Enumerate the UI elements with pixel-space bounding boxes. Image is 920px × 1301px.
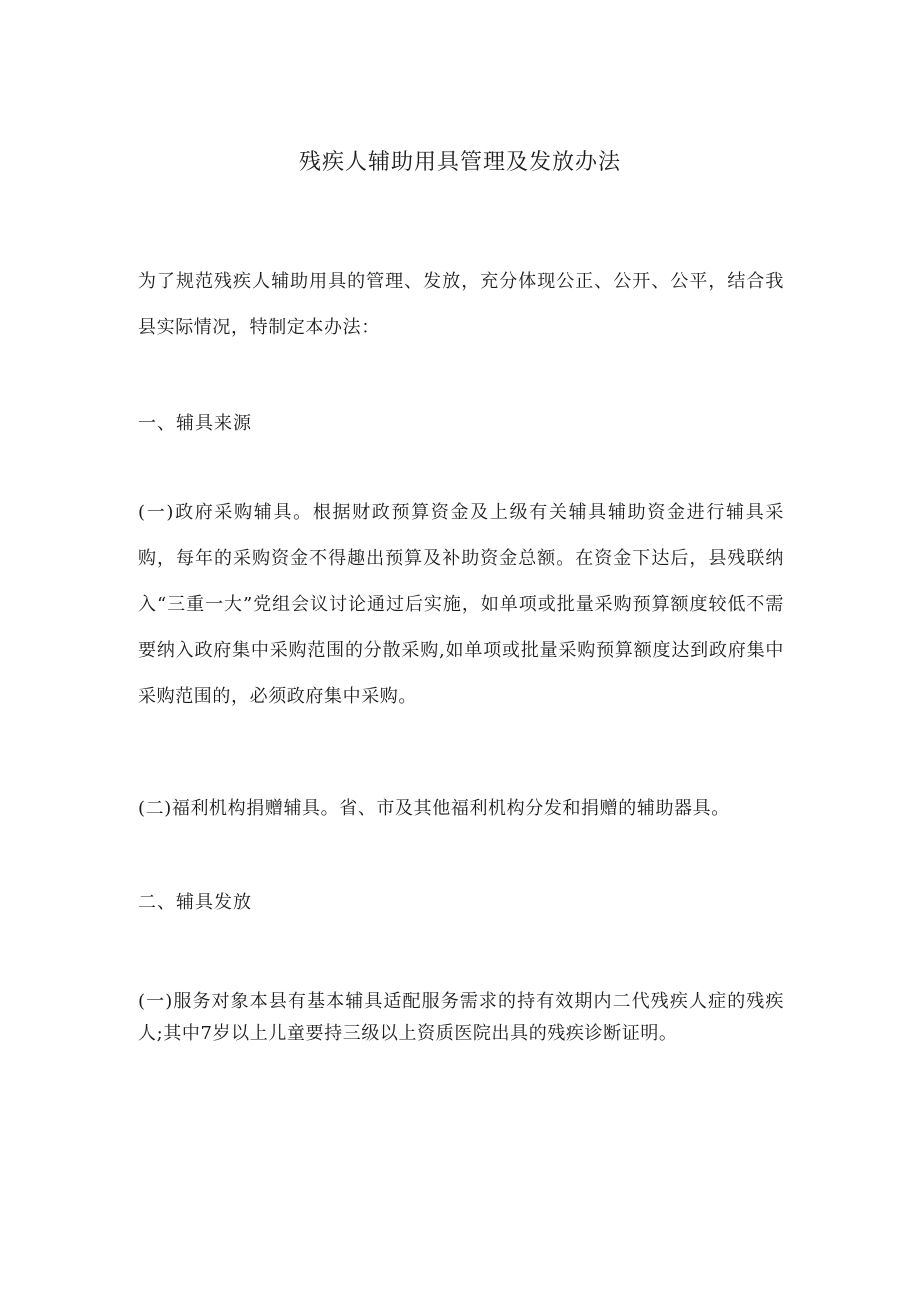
section-heading-distribution: 二、辅具发放 bbox=[138, 892, 252, 913]
paragraph-service-recipients: (一)服务对象本县有基本辅具适配服务需求的持有效期内二代残疾人症的残疾人;其中7岁以上儿童要持三级以上资质医院出具的残疾诊断证明。 bbox=[138, 991, 784, 1044]
intro-paragraph: 为了规范残疾人辅助用具的管理、发放，充分体现公正、公开、公平，结合我县实际情况，特制定本办法： bbox=[138, 271, 784, 338]
paragraph-government-procurement: (一)政府采购辅具。根据财政预算资金及上级有关辅具辅助资金进行辅具采购，每年的采购资金不得趣出预算及补助资金总额。在资金下达后，县残联纳入“三重一大”党组会议讨论通过后实施，如单项或批量采购预算额度较低不需要纳入政府集中采购范围的分散采购,如单项或批量采购预算额度达到政府集中采购范围的，必须政府集中采购。 bbox=[138, 502, 784, 707]
document-title: 残疾人辅助用具管理及发放办法 bbox=[298, 150, 621, 175]
paragraph-welfare-donation: (二)福利机构捐赠辅具。省、市及其他福利机构分发和捐赠的辅助器具。 bbox=[138, 798, 730, 819]
section-heading-sources: 一、辅具来源 bbox=[138, 413, 252, 434]
